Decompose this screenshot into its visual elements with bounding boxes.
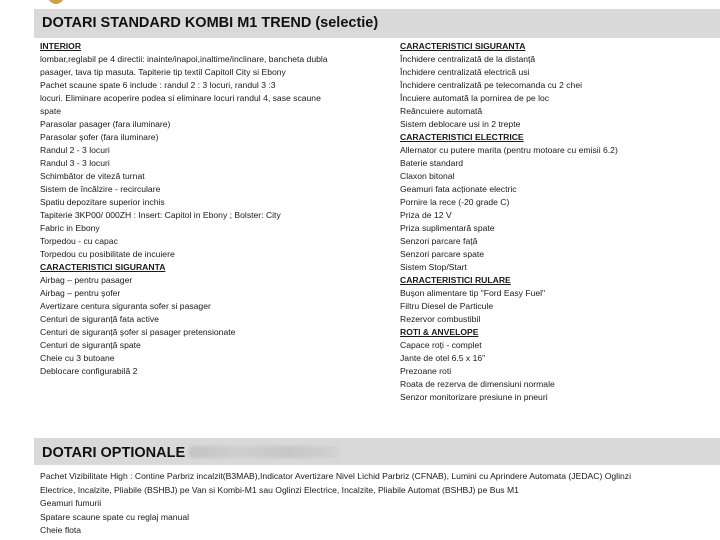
list-item: Airbag – pentru pasager: [40, 275, 133, 285]
list-item: Tapiterie 3KP00/ 000ZH : Insert: Capitol in Ebony ; Bolster: City: [40, 210, 281, 220]
standard-right-column: [400, 40, 700, 404]
list-item: Airbag – pentru şofer: [40, 288, 121, 298]
optional-section-title: DOTARI OPTIONALE: [42, 445, 186, 461]
list-item: Închidere centralizată pe telecomanda cu 2 chei: [400, 80, 583, 90]
optional-section-heading: [42, 445, 339, 461]
redacted-text: [189, 446, 339, 458]
list-item: Pachet scaune spate 6 include : randul 2 : 3 locuri, randul 3 :3: [40, 80, 276, 90]
list-item: Fabric in Ebony: [40, 223, 100, 233]
list-item: Senzori parcare spate: [400, 249, 485, 259]
list-item: Încuiere automată la pornirea de pe loc: [400, 93, 550, 103]
list-item: Centuri de siguranță şofer si pasager pretensionate: [40, 327, 236, 337]
list-item: spate: [40, 106, 62, 116]
section-heading: INTERIOR: [40, 41, 82, 51]
brand-logo-fragment: [48, 0, 64, 4]
list-item: Capace roți - complet: [400, 340, 482, 350]
list-item: Parasolar pasager (fara iluminare): [40, 119, 171, 129]
list-item: Senzor monitorizare presiune in pneuri: [400, 392, 548, 402]
list-item: Sistem Stop/Start: [400, 262, 467, 272]
list-item: Allernator cu putere marita (pentru motoare cu emisii 6.2): [400, 145, 618, 155]
optional-item: Electrice, Incalzite, Pliabile (BSHBJ) pe Van si Kombi-M1 sau Oglinzi Electrice, Incalzite, Pliabile Automat (BSHBJ) pe Bus M1: [40, 484, 519, 495]
section-heading: CARACTERISTICI SIGURANTA: [40, 262, 166, 272]
list-item: Schimbător de viteză turnat: [40, 171, 145, 181]
list-item: Pornire la rece (-20 grade C): [400, 197, 510, 207]
list-item: Parasolar şofer (fara iluminare): [40, 132, 159, 142]
list-item: Rezervor combustibil: [400, 314, 481, 324]
standard-left-column: [40, 40, 360, 378]
list-item: Centuri de siguranță fata active: [40, 314, 159, 324]
optional-section-header: [34, 438, 720, 465]
list-item: Centuri de siguranță spate: [40, 340, 141, 350]
list-item: Spatiu depozitare superior inchis: [40, 197, 165, 207]
list-item: Priza de 12 V: [400, 210, 452, 220]
standard-section-header: [34, 9, 720, 38]
list-item: Cheie cu 3 butoane: [40, 353, 115, 363]
list-item: Senzori parcare față: [400, 236, 478, 246]
optional-item: Cheie flota: [40, 525, 82, 536]
list-item: Jante de otel 6.5 x 16": [400, 353, 486, 363]
list-item: Închidere centralizată electrică usi: [400, 67, 530, 77]
list-item: Avertizare centura siguranta sofer si pasager: [40, 301, 211, 311]
list-item: Buşon alimentare tip "Ford Easy Fuel": [400, 288, 546, 298]
list-item: Prezoane roti: [400, 366, 452, 376]
list-item: Claxon bitonal: [400, 171, 455, 181]
section-heading: CARACTERISTICI RULARE: [400, 275, 511, 285]
list-item: Geamuri fata acționate electric: [400, 184, 517, 194]
list-item: Torpedou - cu capac: [40, 236, 118, 246]
optional-item: Geamuri fumurii: [40, 498, 102, 509]
standard-section-title: DOTARI STANDARD KOMBI M1 TREND (selectie): [42, 15, 379, 31]
section-heading: CARACTERISTICI SIGURANTA: [400, 41, 526, 51]
list-item: Roata de rezerva de dimensiuni normale: [400, 379, 555, 389]
section-heading: ROTI & ANVELOPE: [400, 327, 479, 337]
list-item: Randul 3 - 3 locuri: [40, 158, 110, 168]
optional-list: [40, 470, 710, 538]
optional-item: Spatare scaune spate cu reglaj manual: [40, 511, 190, 522]
list-item: locuri. Eliminare acoperire podea si eliminare locuri randul 4, sase scaune: [40, 93, 321, 103]
list-item: lombar,reglabil pe 4 directii: inainte/inapoi,inaltime/inclinare, bancheta dubla: [40, 54, 328, 64]
list-item: Închidere centralizată de la distanță: [400, 54, 536, 64]
list-item: Sistem deblocare usi in 2 trepte: [400, 119, 521, 129]
list-item: pasager, tava tip masuta. Tapiterie tip textil Capitoll City si Ebony: [40, 67, 286, 77]
list-item: Torpedou cu posibilitate de incuiere: [40, 249, 175, 259]
list-item: Deblocare configurabilă 2: [40, 366, 138, 376]
list-item: Filtru Diesel de Particule: [400, 301, 494, 311]
list-item: Sistem de încălzire - recirculare: [40, 184, 161, 194]
optional-item: Pachet Vizibilitate High : Contine Parbriz incalzit(B3MAB),Indicator Avertizare Nivel Lichid Parbriz (CFNAB), Lumini cu Aprindere Automata (JEDAC) Oglinzi: [40, 471, 631, 481]
list-item: Priza suplimentară spate: [400, 223, 495, 233]
list-item: Reâncuiere automată: [400, 106, 483, 116]
section-heading: CARACTERISTICI ELECTRICE: [400, 132, 524, 142]
list-item: Baterie standard: [400, 158, 464, 168]
list-item: Randul 2 - 3 locuri: [40, 145, 110, 155]
